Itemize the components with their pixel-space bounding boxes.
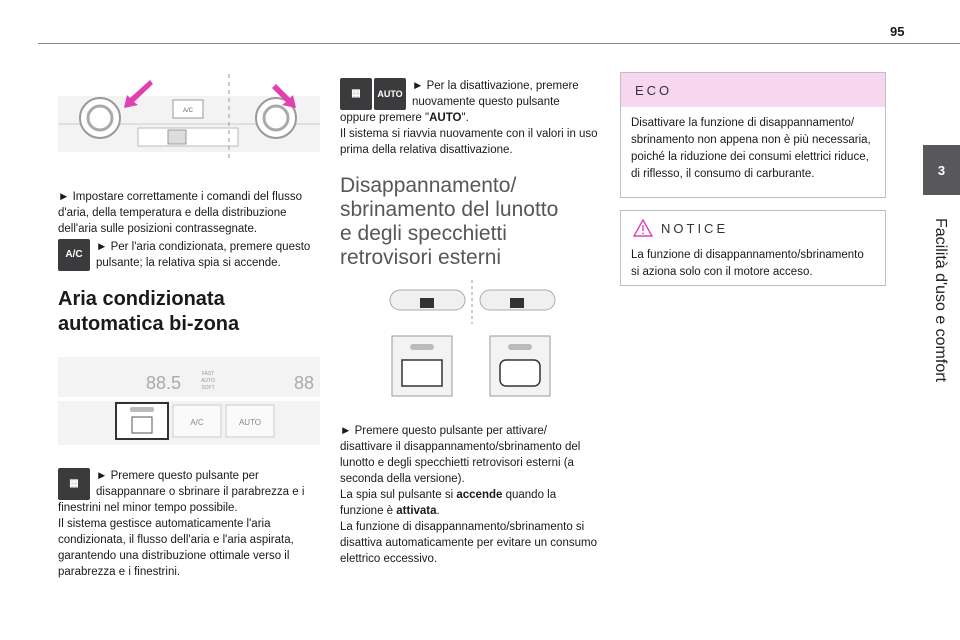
ac-button-icon: A/C — [58, 239, 90, 271]
page-number: 95 — [890, 24, 905, 39]
ac-button-label: A/C — [182, 108, 194, 114]
col2-paragraph-4 — [340, 487, 598, 519]
column-2 — [340, 78, 598, 567]
col2-heading: Disappannamento/ sbrinamento del lunotto e degli specchietti retrovisori esterni — [340, 174, 559, 269]
left-temperature-dial — [80, 98, 120, 138]
rear-screen-demist-icon — [402, 360, 442, 386]
col1-paragraph-3: ► Premere questo pulsante per disappannare o sbrinare il parabrezza e i finestrini nel minor tempo possibile. — [58, 470, 305, 514]
chapter-title — [925, 205, 955, 395]
col2-p4-b: accende — [456, 489, 503, 501]
auto-bizone-label: AUTO — [238, 418, 262, 427]
chapter-title-text: Facilità d'uso e comfort — [932, 217, 950, 383]
temperature-digits-left: 88.5 — [146, 373, 182, 393]
windscreen-demist-icon: ▦ — [58, 468, 90, 500]
col2-p1-text: ► Per la disattivazione, premere nuovamente questo pulsante oppure premere " — [340, 80, 579, 124]
windscreen-demist-icon: ▦ — [340, 78, 372, 110]
notice-header — [621, 211, 885, 245]
auto-small-label: AUTO — [201, 378, 215, 384]
eco-box — [620, 72, 886, 198]
chapter-tab[interactable]: 3 — [923, 145, 960, 195]
col1-paragraph-1: ► Impostare correttamente i comandi del flusso d'aria, della temperatura e della distribuzione dell'aria sulle posizioni contrassegnate. — [58, 191, 303, 235]
col2-paragraph-2: Il sistema si riavvia nuovamente con il valori in uso prima della relativa disattivazione. — [340, 128, 598, 156]
col1-paragraph-4: Il sistema gestisce automaticamente l'aria condizionata, il flusso dell'aria e l'aria aspirata, garantendo una distribuzione ottimale verso il parabrezza e i finestrini. — [58, 518, 294, 578]
eco-title: ECO — [621, 73, 885, 107]
notice-text: La funzione di disappannamento/sbrinamento si aziona solo con il motore acceso. — [631, 249, 864, 278]
ac-bizone-label: A/C — [190, 418, 204, 427]
control-panel-illustration — [58, 68, 320, 168]
col2-p1-auto: AUTO — [429, 112, 462, 124]
auto-button-icon: AUTO — [374, 78, 406, 110]
eco-text: Disattivare la funzione di disappannamento/ sbrinamento non appena non è più necessaria, poiché la riduzione dei consumi elettrici riduce, di riflesso, il consumo di carburante. — [631, 117, 871, 180]
air-distribution-button — [138, 128, 238, 146]
col2-p1-end: ". — [461, 112, 469, 124]
notice-title: NOTICE — [661, 220, 729, 236]
col2-p4-a: La spia sul pulsante si — [340, 489, 457, 501]
col2-p4-c: quando la funzione è — [340, 489, 557, 517]
rear-screen-demist-icon — [500, 360, 540, 386]
col2-paragraph-3: ► Premere questo pulsante per attivare/ disattivare il disappannamento/sbrinamento del lunotto e degli specchietti retrovisori esterni (a seconda della versione). — [340, 425, 581, 485]
notice-box — [620, 210, 886, 286]
col1-paragraph-2: ► Per l'aria condizionata, premere questo pulsante; la relativa spia si accende. — [96, 241, 311, 269]
header-rule — [38, 43, 960, 44]
soft-label: SOFT — [201, 385, 215, 391]
col2-p4-d: attivata — [396, 505, 437, 517]
rear-demist-illustration — [340, 280, 598, 410]
bizone-panel-illustration — [58, 357, 320, 449]
temperature-digits-right: 88 — [294, 373, 315, 393]
column-1 — [58, 68, 320, 580]
fast-label: FAST — [201, 371, 215, 377]
col1-heading: Aria condizionata automatica bi-zona — [58, 288, 240, 335]
col2-paragraph-5: La funzione di disappannamento/sbrinamento si disattiva automaticamente per evitare un consumo elettrico eccessivo. — [340, 521, 597, 565]
col2-p4-e: . — [436, 505, 440, 517]
warning-triangle-icon — [633, 219, 653, 237]
